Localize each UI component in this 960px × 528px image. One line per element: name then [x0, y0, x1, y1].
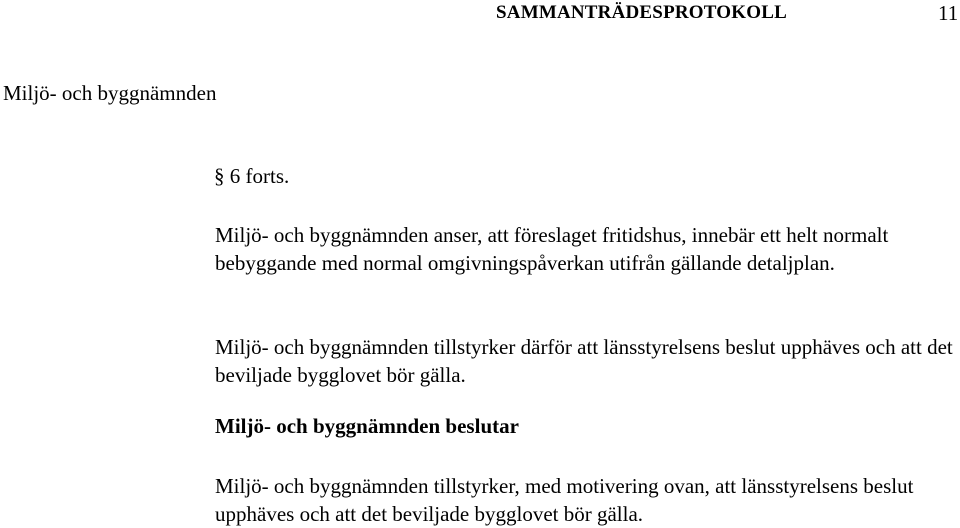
paragraph-recommendation: Miljö- och byggnämnden tillstyrker därför att länsstyrelsens beslut upphäves och att det beviljade bygglovet bör gälla.: [215, 335, 953, 387]
page-number: 11: [938, 1, 959, 25]
paragraph-assessment: Miljö- och byggnämnden anser, att föreslaget fritidshus, innebär ett helt normalt bebyggande med normal omgivningspåverkan utifrån gällande detaljplan.: [215, 223, 889, 275]
section-reference: § 6 forts.: [214, 164, 290, 188]
document-title: SAMMANTRÄDESPROTOKOLL: [496, 2, 787, 23]
decision-heading: Miljö- och byggnämnden beslutar: [215, 414, 519, 438]
decision-text: Miljö- och byggnämnden tillstyrker, med motivering ovan, att länsstyrelsens beslut upphäves och att det beviljade bygglovet bör gälla.: [215, 474, 914, 526]
committee-name: Miljö- och byggnämnden: [3, 81, 217, 105]
